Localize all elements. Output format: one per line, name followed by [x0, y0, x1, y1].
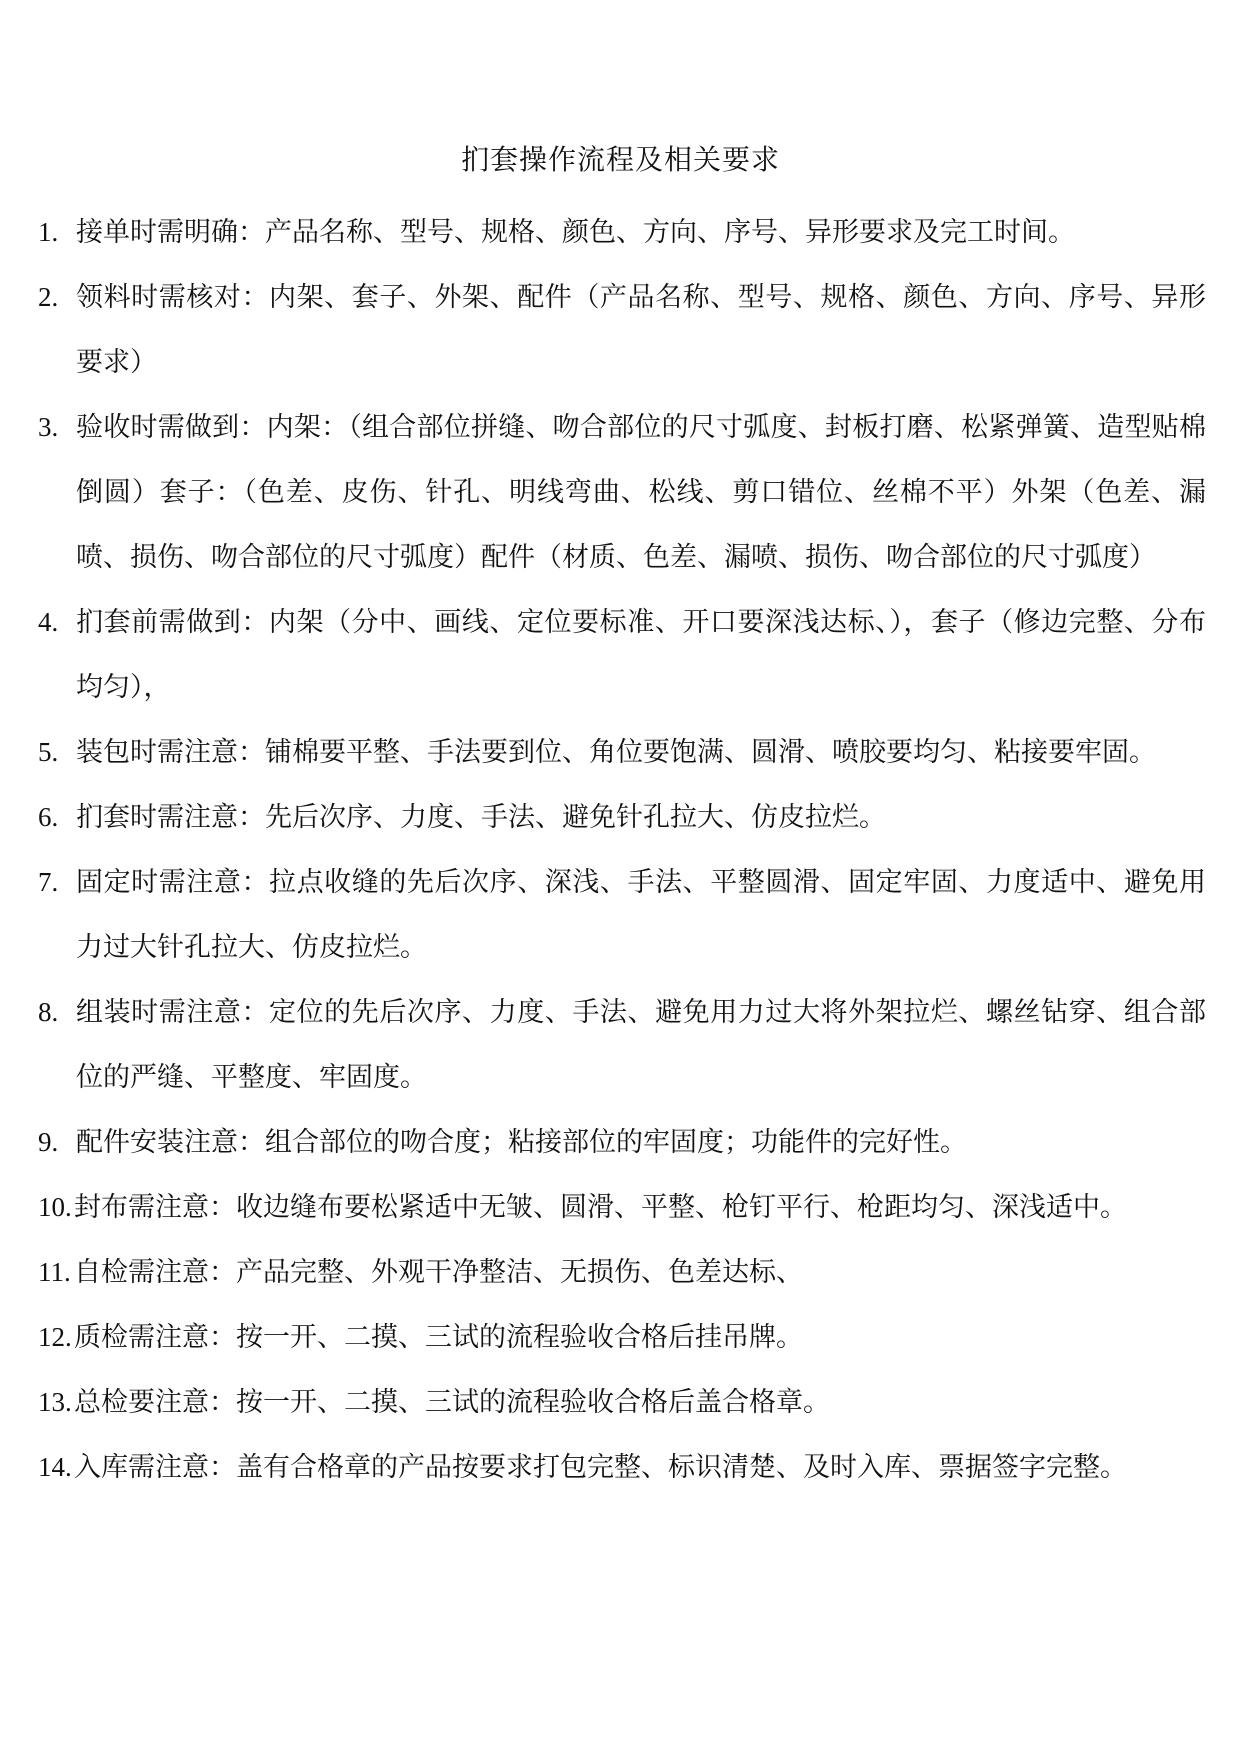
item-text: 领料时需核对：内架、套子、外架、配件（产品名称、型号、规格、颜色、方向、序号、异形要求） [76, 282, 1206, 378]
list-item [38, 1110, 1206, 1175]
item-number: 8. [38, 997, 59, 1027]
item-text: 扪套时需注意：先后次序、力度、手法、避免针孔拉大、仿皮拉烂。 [76, 802, 886, 833]
item-number: 4. [38, 607, 59, 637]
list-item [38, 200, 1206, 265]
item-number: 11. [38, 1257, 71, 1287]
item-number: 5. [38, 737, 59, 767]
list-item [38, 850, 1206, 980]
item-number: 13. [38, 1387, 72, 1417]
item-text: 封布需注意：收边缝布要松紧适中无皱、圆滑、平整、枪钉平行、枪距均匀、深浅适中。 [74, 1192, 1127, 1223]
item-number: 3. [38, 412, 59, 442]
item-number: 12. [38, 1322, 72, 1352]
item-text: 装包时需注意：铺棉要平整、手法要到位、角位要饱满、圆滑、喷胶要均匀、粘接要牢固。 [76, 737, 1156, 768]
list-item [38, 785, 1206, 850]
item-number: 9. [38, 1127, 59, 1157]
document-title: 扪套操作流程及相关要求 [460, 143, 780, 176]
list-item [38, 1435, 1206, 1500]
list-item [38, 265, 1206, 395]
list-item [38, 590, 1206, 720]
requirements-list [38, 200, 1206, 1500]
item-text: 验收时需做到：内架：（组合部位拼缝、吻合部位的尺寸弧度、封板打磨、松紧弹簧、造型贴棉倒圆）套子：（色差、皮伤、针孔、明线弯曲、松线、剪口错位、丝棉不平）外架（色差、漏喷、损伤、吻合部位的尺寸弧度）配件（材质、色差、漏喷、损伤、吻合部位的尺寸弧度） [76, 412, 1206, 573]
item-text: 接单时需明确：产品名称、型号、规格、颜色、方向、序号、异形要求及完工时间。 [76, 217, 1075, 248]
item-text: 组装时需注意：定位的先后次序、力度、手法、避免用力过大将外架拉烂、螺丝钻穿、组合部位的严缝、平整度、牢固度。 [76, 997, 1206, 1093]
item-text: 自检需注意：产品完整、外观干净整洁、无损伤、色差达标、 [74, 1257, 803, 1288]
list-item [38, 1175, 1206, 1240]
list-item [38, 720, 1206, 785]
item-text: 总检要注意：按一开、二摸、三试的流程验收合格后盖合格章。 [74, 1387, 830, 1418]
item-number: 2. [38, 282, 59, 312]
item-number: 7. [38, 867, 59, 897]
item-number: 1. [38, 217, 59, 247]
list-item [38, 1305, 1206, 1370]
item-number: 6. [38, 802, 59, 832]
list-item [38, 1370, 1206, 1435]
list-item [38, 980, 1206, 1110]
item-number: 10. [38, 1192, 72, 1222]
item-text: 固定时需注意：拉点收缝的先后次序、深浅、手法、平整圆滑、固定牢固、力度适中、避免用力过大针孔拉大、仿皮拉烂。 [76, 867, 1206, 963]
item-text: 扪套前需做到：内架（分中、画线、定位要标准、开口要深浅达标、），套子（修边完整、分布均匀）， [76, 607, 1206, 703]
item-text: 配件安装注意：组合部位的吻合度；粘接部位的牢固度；功能件的完好性。 [76, 1127, 967, 1158]
list-item [38, 1240, 1206, 1305]
item-text: 入库需注意：盖有合格章的产品按要求打包完整、标识清楚、及时入库、票据签字完整。 [74, 1452, 1127, 1483]
item-text: 质检需注意：按一开、二摸、三试的流程验收合格后挂吊牌。 [74, 1322, 803, 1353]
item-number: 14. [38, 1452, 72, 1482]
list-item [38, 395, 1206, 590]
